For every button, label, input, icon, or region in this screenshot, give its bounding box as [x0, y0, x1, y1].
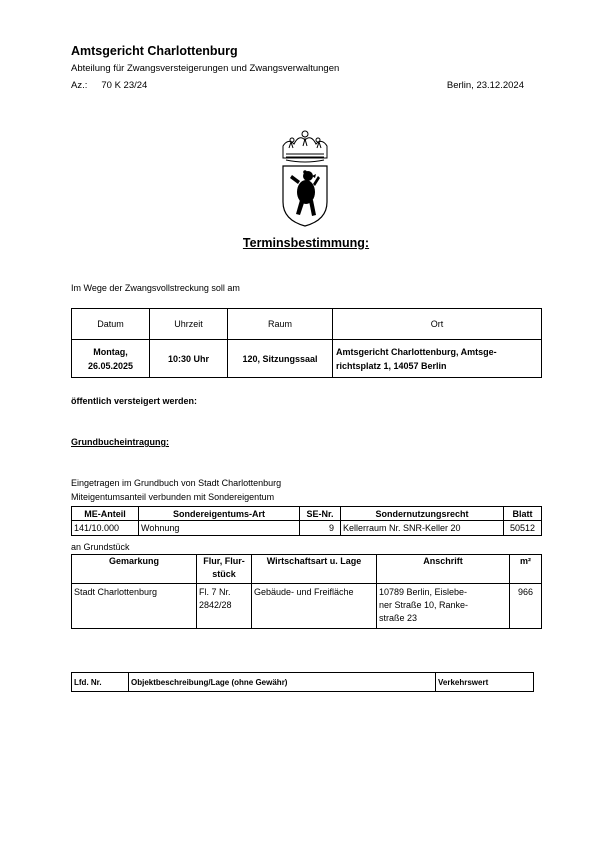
- ownership-type: Wohnung: [139, 521, 300, 536]
- gemarkung: Stadt Charlottenburg: [72, 584, 197, 629]
- col-area: m²: [510, 555, 542, 584]
- plot-table: [71, 554, 542, 629]
- table-row: [72, 521, 542, 536]
- address: [377, 584, 510, 629]
- object-table: [71, 672, 534, 692]
- usage-right: Kellerraum Nr. SNR-Keller 20: [341, 521, 504, 536]
- berlin-coat-of-arms-icon: [274, 128, 336, 230]
- intro-text: Im Wege der Zwangsvollstreckung soll am: [71, 283, 240, 293]
- land-register-title: Grundbucheintragung:: [71, 437, 169, 447]
- address-line-2: ner Straße 10, Ranke-: [379, 600, 469, 610]
- unit-table: [71, 506, 542, 536]
- col-ownership-type: Sondereigentums-Art: [139, 507, 300, 521]
- sheet-number: 50512: [504, 521, 542, 536]
- date-weekday: Montag,: [93, 346, 128, 357]
- table-row: [72, 584, 542, 629]
- plot-intro: an Grundstück: [71, 542, 130, 552]
- col-room: Raum: [228, 309, 333, 340]
- appointment-table: [71, 308, 542, 378]
- flur: [197, 584, 252, 629]
- auction-statement: öffentlich versteigert werden:: [71, 396, 198, 406]
- land-register-intro: Eingetragen im Grundbuch von Stadt Charlottenburg: [71, 478, 282, 488]
- col-flur-line-1: Flur, Flur-: [203, 556, 245, 566]
- file-reference-label: Az.:: [71, 80, 88, 91]
- place-date: Berlin, 23.12.2024: [446, 80, 524, 91]
- file-reference-number: 70 K 23/24: [101, 80, 148, 91]
- date-value: 26.05.2025: [87, 360, 134, 371]
- page-title: Terminsbestimmung:: [242, 236, 370, 250]
- col-date: Datum: [72, 309, 150, 340]
- col-address: Anschrift: [377, 555, 510, 584]
- department: Abteilung für Zwangsversteigerungen und Zwangsverwaltungen: [71, 63, 340, 74]
- col-place: Ort: [333, 309, 542, 340]
- area: 966: [510, 584, 542, 629]
- col-me-share: ME-Anteil: [72, 507, 139, 521]
- flur-line-1: Fl. 7 Nr.: [199, 587, 231, 597]
- appointment-time: 10:30 Uhr: [150, 340, 228, 378]
- col-flur-line-2: stück: [212, 569, 236, 579]
- place-line-2: richtsplatz 1, 14057 Berlin: [336, 360, 447, 371]
- flur-line-2: 2842/28: [199, 600, 232, 610]
- col-item-number: Lfd. Nr.: [72, 673, 129, 692]
- col-gemarkung: Gemarkung: [72, 555, 197, 584]
- appointment-place: [333, 340, 542, 378]
- usage-location: Gebäude- und Freifläche: [252, 584, 377, 629]
- me-share: 141/10.000: [72, 521, 139, 536]
- col-sheet: Blatt: [504, 507, 542, 521]
- appointment-date: [72, 340, 150, 378]
- col-usage-right: Sondernutzungsrecht: [341, 507, 504, 521]
- col-flur: [197, 555, 252, 584]
- col-se-number: SE-Nr.: [300, 507, 341, 521]
- address-line-1: 10789 Berlin, Eislebe-: [379, 587, 468, 597]
- court-name: Amtsgericht Charlottenburg: [71, 44, 238, 58]
- address-line-3: straße 23: [379, 613, 418, 623]
- col-time: Uhrzeit: [150, 309, 228, 340]
- place-line-1: Amtsgericht Charlottenburg, Amtsge-: [336, 346, 497, 357]
- se-number: 9: [300, 521, 341, 536]
- col-market-value: Verkehrswert: [436, 673, 534, 692]
- col-object-description: Objektbeschreibung/Lage (ohne Gewähr): [129, 673, 436, 692]
- col-usage-location: Wirtschaftsart u. Lage: [252, 555, 377, 584]
- file-reference: [71, 80, 147, 91]
- co-ownership-intro: Miteigentumsanteil verbunden mit Sondereigentum: [71, 492, 275, 502]
- appointment-room: 120, Sitzungssaal: [228, 340, 333, 378]
